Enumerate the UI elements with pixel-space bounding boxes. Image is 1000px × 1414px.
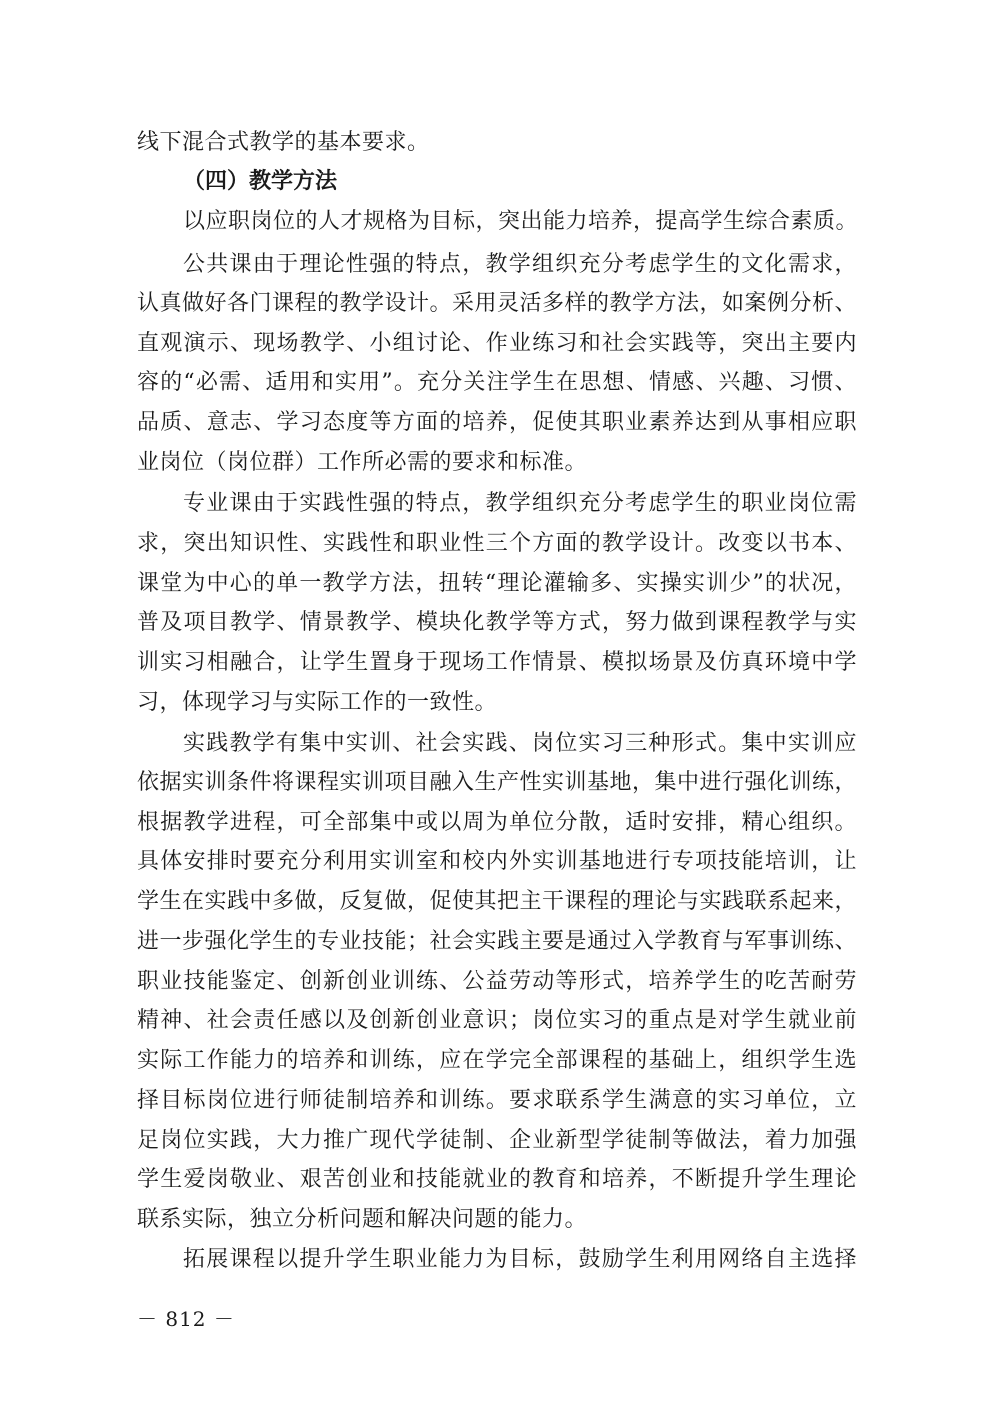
text-line: 公共课由于理论性强的特点，教学组织充分考虑学生的文化需求， [183,252,857,277]
text-line: 择目标岗位进行师徒制培养和训练。要求联系学生满意的实习单位，立 [137,1088,857,1113]
text-line: 认真做好各门课程的教学设计。采用灵活多样的教学方法，如案例分析、 [137,291,858,316]
text-line: 实践教学有集中实训、社会实践、岗位实习三种形式。集中实训应 [183,731,857,756]
text-line: 线下混合式教学的基本要求。 [137,130,430,155]
text-line: 以应职岗位的人才规格为目标，突出能力培养，提高学生综合素质。 [183,209,859,234]
text-line: 专业课由于实践性强的特点，教学组织充分考虑学生的职业岗位需 [183,491,857,516]
text-line: 直观演示、现场教学、小组讨论、作业练习和社会实践等，突出主要内 [137,331,857,356]
text-line: 实际工作能力的培养和训练，应在学完全部课程的基础上，组织学生选 [137,1048,857,1073]
text-line: 根据教学进程，可全部集中或以周为单位分散，适时安排，精心组织。 [137,810,857,835]
text-line: 业岗位（岗位群）工作所必需的要求和标准。 [137,450,588,475]
text-line: 职业技能鉴定、创新创业训练、公益劳动等形式，培养学生的吃苦耐劳 [137,969,857,994]
text-line: 精神、社会责任感以及创新创业意识；岗位实习的重点是对学生就业前 [137,1008,857,1033]
text-line: 学生爱岗敬业、艰苦创业和技能就业的教育和培养，不断提升学生理论 [137,1167,857,1192]
text-line: 训实习相融合，让学生置身于现场工作情景、模拟场景及仿真环境中学 [137,650,857,675]
text-line: 进一步强化学生的专业技能；社会实践主要是通过入学教育与军事训练、 [137,929,858,954]
text-line: 具体安排时要充分利用实训室和校内外实训基地进行专项技能培训，让 [137,849,857,874]
section-heading: （四）教学方法 [183,169,338,194]
page-number: － 812 － [137,1307,235,1331]
text-line: 依据实训条件将课程实训项目融入生产性实训基地，集中进行强化训练， [137,770,858,795]
text-line: 课堂为中心的单一教学方法，扭转“理论灌输多、实操实训少”的状况， [137,571,857,596]
text-line: 品质、意志、学习态度等方面的培养，促使其职业素养达到从事相应职 [137,410,857,435]
text-line: 学生在实践中多做，反复做，促使其把主干课程的理论与实践联系起来， [137,889,858,914]
text-line: 普及项目教学、情景教学、模块化教学等方式，努力做到课程教学与实 [137,610,857,635]
text-line: 拓展课程以提升学生职业能力为目标，鼓励学生利用网络自主选择 [183,1247,857,1272]
text-line: 求，突出知识性、实践性和职业性三个方面的教学设计。改变以书本、 [137,531,857,556]
text-line: 足岗位实践，大力推广现代学徒制、企业新型学徒制等做法，着力加强 [137,1128,857,1153]
text-line: 容的“必需、适用和实用”。充分关注学生在思想、情感、兴趣、习惯、 [137,370,857,395]
text-line: 联系实际，独立分析问题和解决问题的能力。 [137,1207,588,1232]
text-line: 习，体现学习与实际工作的一致性。 [137,690,498,715]
